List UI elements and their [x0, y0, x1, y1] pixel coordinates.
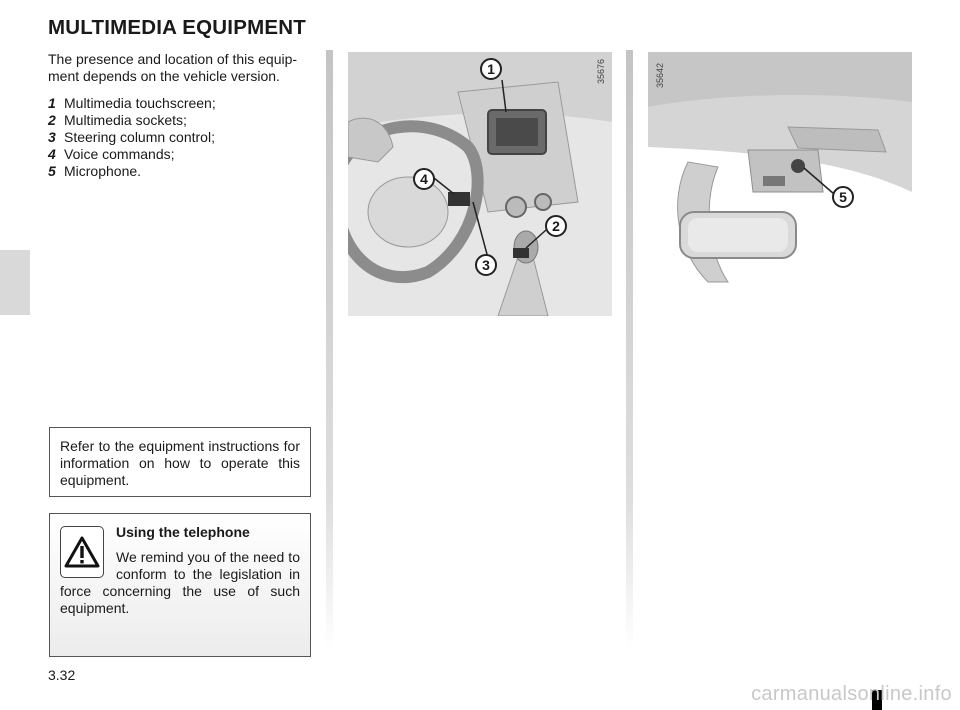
list-item: [48, 163, 216, 180]
roof-console-figure: [648, 52, 912, 316]
item-label: Microphone.: [64, 163, 142, 179]
column-divider: [626, 50, 633, 650]
item-list: [48, 95, 216, 180]
warning-triangle-icon: [60, 526, 104, 578]
callout-3: 3: [475, 254, 497, 276]
warning-text: We remind you of the need to conform to the legislation in force concerning the use of such equipment.: [60, 549, 300, 616]
warning-title: Using the telephone: [116, 524, 250, 540]
item-number: 5: [48, 163, 56, 179]
watermark: carmanualsonline.info: [751, 683, 952, 705]
figure-reference: 35676: [596, 58, 606, 84]
intro-text: The presence and location of this equip-ment depends on the vehicle version.: [48, 51, 298, 84]
item-label: Multimedia touchscreen;: [64, 95, 216, 111]
item-label: Voice commands;: [64, 146, 175, 162]
dashboard-figure: [348, 52, 612, 316]
list-item: [48, 95, 216, 112]
list-item: [48, 112, 216, 129]
warning-box: [49, 513, 311, 657]
item-label: Steering column control;: [64, 129, 215, 145]
item-number: 3: [48, 129, 56, 145]
list-item: [48, 129, 216, 146]
dashboard-illustration: [348, 52, 612, 316]
item-number: 1: [48, 95, 56, 111]
item-number: 4: [48, 146, 56, 162]
figure-reference: 35642: [655, 62, 665, 88]
roof-console-illustration: [648, 52, 912, 316]
item-label: Multimedia sockets;: [64, 112, 187, 128]
callout-5: 5: [832, 186, 854, 208]
info-box: [49, 427, 311, 497]
page-title: MULTIMEDIA EQUIPMENT: [48, 16, 306, 39]
page-number: 3.32: [48, 667, 76, 683]
callout-2: 2: [545, 215, 567, 237]
column-divider: [326, 50, 333, 650]
item-number: 2: [48, 112, 56, 128]
callout-1: 1: [480, 58, 502, 80]
section-side-tab: [0, 250, 30, 315]
callout-4: 4: [413, 168, 435, 190]
info-text: Refer to the equipment instructions for information on how to operate this equipment.: [60, 438, 300, 488]
list-item: [48, 146, 216, 163]
